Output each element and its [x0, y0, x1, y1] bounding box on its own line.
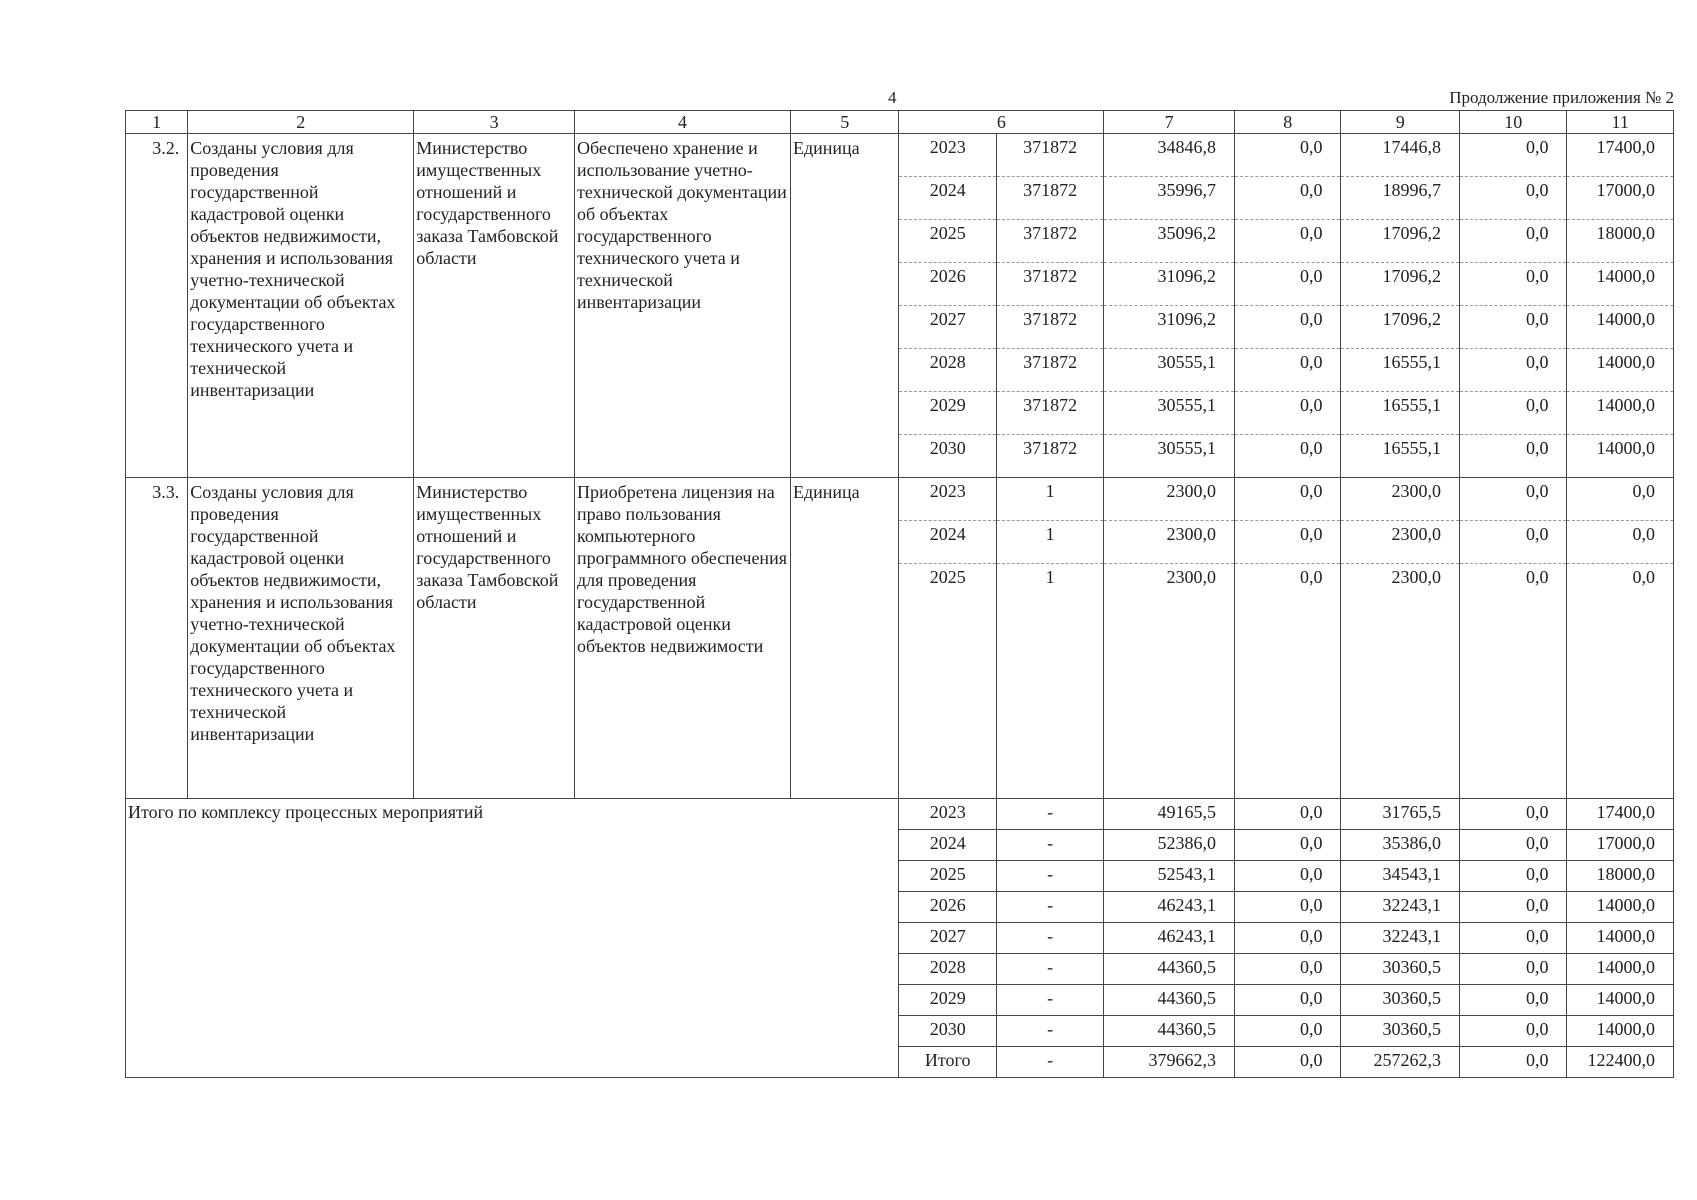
year-cell: 2030: [899, 1016, 996, 1047]
column-number-row: [126, 111, 1674, 134]
year-cell: 2030: [899, 435, 996, 478]
column-number: 3: [414, 111, 575, 134]
indicator-value-cell: -: [996, 923, 1103, 954]
year-cell: 2029: [899, 985, 996, 1016]
column-number: 5: [790, 111, 898, 134]
regional-budget-cell: 30360,5: [1341, 985, 1460, 1016]
extrabudgetary-cell: 0,0: [1567, 521, 1674, 564]
indicator-value-cell: 371872: [996, 220, 1103, 263]
local-budget-cell: 0,0: [1459, 799, 1566, 830]
regional-budget-cell: 31765,5: [1341, 799, 1460, 830]
unit-cell: Единица: [790, 134, 898, 478]
year-cell: Итого: [899, 1047, 996, 1078]
federal-budget-cell: 0,0: [1234, 923, 1340, 954]
year-cell: 2023: [899, 134, 996, 177]
federal-budget-cell: 0,0: [1234, 349, 1340, 392]
year-cell: 2024: [899, 177, 996, 220]
regional-budget-cell: 2300,0: [1341, 564, 1460, 799]
federal-budget-cell: 0,0: [1234, 861, 1340, 892]
indicator-value-cell: -: [996, 892, 1103, 923]
indicator-value-cell: -: [996, 1016, 1103, 1047]
total-label-cell: Итого по комплексу процессных мероприятий: [126, 799, 899, 1078]
total-funding-cell: 46243,1: [1104, 892, 1235, 923]
indicator-value-cell: 1: [996, 521, 1103, 564]
local-budget-cell: 0,0: [1459, 830, 1566, 861]
indicator-value-cell: 1: [996, 564, 1103, 799]
local-budget-cell: 0,0: [1459, 1016, 1566, 1047]
column-number: 1: [126, 111, 188, 134]
extrabudgetary-cell: 0,0: [1567, 478, 1674, 521]
extrabudgetary-cell: 14000,0: [1567, 923, 1674, 954]
extrabudgetary-cell: 0,0: [1567, 564, 1674, 799]
indicator-value-cell: -: [996, 799, 1103, 830]
extrabudgetary-cell: 14000,0: [1567, 263, 1674, 306]
indicator-value-cell: -: [996, 861, 1103, 892]
total-funding-cell: 44360,5: [1104, 1016, 1235, 1047]
local-budget-cell: 0,0: [1459, 392, 1566, 435]
indicator-value-cell: 371872: [996, 349, 1103, 392]
extrabudgetary-cell: 14000,0: [1567, 892, 1674, 923]
year-cell: 2028: [899, 349, 996, 392]
regional-budget-cell: 18996,7: [1341, 177, 1460, 220]
regional-budget-cell: 17096,2: [1341, 306, 1460, 349]
year-cell: 2028: [899, 954, 996, 985]
federal-budget-cell: 0,0: [1234, 521, 1340, 564]
local-budget-cell: 0,0: [1459, 564, 1566, 799]
indicator-value-cell: -: [996, 985, 1103, 1016]
extrabudgetary-cell: 17400,0: [1567, 134, 1674, 177]
row-code-cell: 3.2.: [126, 134, 188, 478]
year-cell: 2023: [899, 799, 996, 830]
total-funding-cell: 46243,1: [1104, 923, 1235, 954]
indicator-value-cell: 371872: [996, 134, 1103, 177]
indicator-name-cell: Приобретена лицензия на право пользования компьютерного программного обеспечения для проведения государственной кадастровой оценки объектов недвижимости: [575, 478, 791, 799]
total-funding-cell: 379662,3: [1104, 1047, 1235, 1078]
indicator-value-cell: 371872: [996, 263, 1103, 306]
year-cell: 2027: [899, 306, 996, 349]
total-funding-cell: 34846,8: [1104, 134, 1235, 177]
extrabudgetary-cell: 14000,0: [1567, 435, 1674, 478]
year-cell: 2024: [899, 830, 996, 861]
local-budget-cell: 0,0: [1459, 306, 1566, 349]
federal-budget-cell: 0,0: [1234, 985, 1340, 1016]
regional-budget-cell: 17096,2: [1341, 263, 1460, 306]
regional-budget-cell: 32243,1: [1341, 892, 1460, 923]
column-number: 11: [1567, 111, 1674, 134]
federal-budget-cell: 0,0: [1234, 1016, 1340, 1047]
extrabudgetary-cell: 14000,0: [1567, 1016, 1674, 1047]
regional-budget-cell: 35386,0: [1341, 830, 1460, 861]
local-budget-cell: 0,0: [1459, 220, 1566, 263]
appendix-continuation-note: Продолжение приложения № 2: [1449, 88, 1674, 107]
local-budget-cell: 0,0: [1459, 435, 1566, 478]
extrabudgetary-cell: 18000,0: [1567, 220, 1674, 263]
regional-budget-cell: 17446,8: [1341, 134, 1460, 177]
local-budget-cell: 0,0: [1459, 478, 1566, 521]
total-funding-cell: 30555,1: [1104, 349, 1235, 392]
result-description-cell: Созданы условия для проведения государственной кадастровой оценки объектов недвижимости, хранения и использования учетно-технической документации об объектах государственного технического учета и технической инвентаризации: [188, 134, 414, 478]
local-budget-cell: 0,0: [1459, 263, 1566, 306]
regional-budget-cell: 16555,1: [1341, 392, 1460, 435]
result-description-cell: Созданы условия для проведения государственной кадастровой оценки объектов недвижимости, хранения и использования учетно-технической документации об объектах государственного технического учета и технической инвентаризации: [188, 478, 414, 799]
indicator-value-cell: 1: [996, 478, 1103, 521]
total-funding-cell: 2300,0: [1104, 521, 1235, 564]
year-cell: 2025: [899, 861, 996, 892]
regional-budget-cell: 34543,1: [1341, 861, 1460, 892]
regional-budget-cell: 257262,3: [1341, 1047, 1460, 1078]
local-budget-cell: 0,0: [1459, 861, 1566, 892]
indicator-value-cell: 371872: [996, 306, 1103, 349]
federal-budget-cell: 0,0: [1234, 954, 1340, 985]
total-funding-cell: 44360,5: [1104, 954, 1235, 985]
total-row: [126, 799, 1674, 830]
federal-budget-cell: 0,0: [1234, 564, 1340, 799]
local-budget-cell: 0,0: [1459, 892, 1566, 923]
column-number: 6: [899, 111, 1104, 134]
local-budget-cell: 0,0: [1459, 177, 1566, 220]
federal-budget-cell: 0,0: [1234, 220, 1340, 263]
total-funding-cell: 2300,0: [1104, 564, 1235, 799]
extrabudgetary-cell: 17400,0: [1567, 799, 1674, 830]
indicator-value-cell: -: [996, 830, 1103, 861]
regional-budget-cell: 16555,1: [1341, 435, 1460, 478]
extrabudgetary-cell: 14000,0: [1567, 349, 1674, 392]
federal-budget-cell: 0,0: [1234, 177, 1340, 220]
total-funding-cell: 30555,1: [1104, 435, 1235, 478]
regional-budget-cell: 30360,5: [1341, 954, 1460, 985]
responsible-executor-cell: Министерство имущественных отношений и государственного заказа Тамбовской области: [414, 478, 575, 799]
year-cell: 2026: [899, 263, 996, 306]
federal-budget-cell: 0,0: [1234, 392, 1340, 435]
extrabudgetary-cell: 14000,0: [1567, 954, 1674, 985]
extrabudgetary-cell: 14000,0: [1567, 306, 1674, 349]
table-row: [126, 134, 1674, 177]
total-funding-cell: 2300,0: [1104, 478, 1235, 521]
indicator-value-cell: 371872: [996, 435, 1103, 478]
page-number: 4: [888, 88, 897, 107]
federal-budget-cell: 0,0: [1234, 306, 1340, 349]
table-row: [126, 478, 1674, 521]
responsible-executor-cell: Министерство имущественных отношений и государственного заказа Тамбовской области: [414, 134, 575, 478]
local-budget-cell: 0,0: [1459, 954, 1566, 985]
total-funding-cell: 52386,0: [1104, 830, 1235, 861]
federal-budget-cell: 0,0: [1234, 478, 1340, 521]
column-number: 7: [1104, 111, 1235, 134]
year-cell: 2029: [899, 392, 996, 435]
total-funding-cell: 31096,2: [1104, 263, 1235, 306]
regional-budget-cell: 32243,1: [1341, 923, 1460, 954]
regional-budget-cell: 2300,0: [1341, 521, 1460, 564]
year-cell: 2025: [899, 220, 996, 263]
local-budget-cell: 0,0: [1459, 349, 1566, 392]
extrabudgetary-cell: 14000,0: [1567, 392, 1674, 435]
regional-budget-cell: 30360,5: [1341, 1016, 1460, 1047]
year-cell: 2027: [899, 923, 996, 954]
total-funding-cell: 35996,7: [1104, 177, 1235, 220]
column-number: 10: [1459, 111, 1566, 134]
indicator-value-cell: 371872: [996, 392, 1103, 435]
indicator-name-cell: Обеспечено хранение и использование учетно-технической документации об объектах государственного технического учета и технической инвентаризации: [575, 134, 791, 478]
year-cell: 2026: [899, 892, 996, 923]
total-funding-cell: 44360,5: [1104, 985, 1235, 1016]
federal-budget-cell: 0,0: [1234, 134, 1340, 177]
local-budget-cell: 0,0: [1459, 985, 1566, 1016]
regional-budget-cell: 16555,1: [1341, 349, 1460, 392]
year-cell: 2024: [899, 521, 996, 564]
regional-budget-cell: 17096,2: [1341, 220, 1460, 263]
extrabudgetary-cell: 122400,0: [1567, 1047, 1674, 1078]
local-budget-cell: 0,0: [1459, 521, 1566, 564]
column-number: 9: [1341, 111, 1460, 134]
federal-budget-cell: 0,0: [1234, 435, 1340, 478]
extrabudgetary-cell: 18000,0: [1567, 861, 1674, 892]
appendix-table: [125, 110, 1674, 1078]
year-cell: 2025: [899, 564, 996, 799]
column-number: 4: [575, 111, 791, 134]
indicator-value-cell: 371872: [996, 177, 1103, 220]
year-cell: 2023: [899, 478, 996, 521]
total-funding-cell: 31096,2: [1104, 306, 1235, 349]
indicator-value-cell: -: [996, 1047, 1103, 1078]
local-budget-cell: 0,0: [1459, 1047, 1566, 1078]
federal-budget-cell: 0,0: [1234, 799, 1340, 830]
total-funding-cell: 52543,1: [1104, 861, 1235, 892]
row-code-cell: 3.3.: [126, 478, 188, 799]
total-funding-cell: 49165,5: [1104, 799, 1235, 830]
extrabudgetary-cell: 17000,0: [1567, 830, 1674, 861]
regional-budget-cell: 2300,0: [1341, 478, 1460, 521]
total-funding-cell: 30555,1: [1104, 392, 1235, 435]
extrabudgetary-cell: 14000,0: [1567, 985, 1674, 1016]
extrabudgetary-cell: 17000,0: [1567, 177, 1674, 220]
indicator-value-cell: -: [996, 954, 1103, 985]
federal-budget-cell: 0,0: [1234, 830, 1340, 861]
local-budget-cell: 0,0: [1459, 923, 1566, 954]
federal-budget-cell: 0,0: [1234, 263, 1340, 306]
unit-cell: Единица: [790, 478, 898, 799]
federal-budget-cell: 0,0: [1234, 892, 1340, 923]
total-funding-cell: 35096,2: [1104, 220, 1235, 263]
local-budget-cell: 0,0: [1459, 134, 1566, 177]
column-number: 2: [188, 111, 414, 134]
federal-budget-cell: 0,0: [1234, 1047, 1340, 1078]
column-number: 8: [1234, 111, 1340, 134]
